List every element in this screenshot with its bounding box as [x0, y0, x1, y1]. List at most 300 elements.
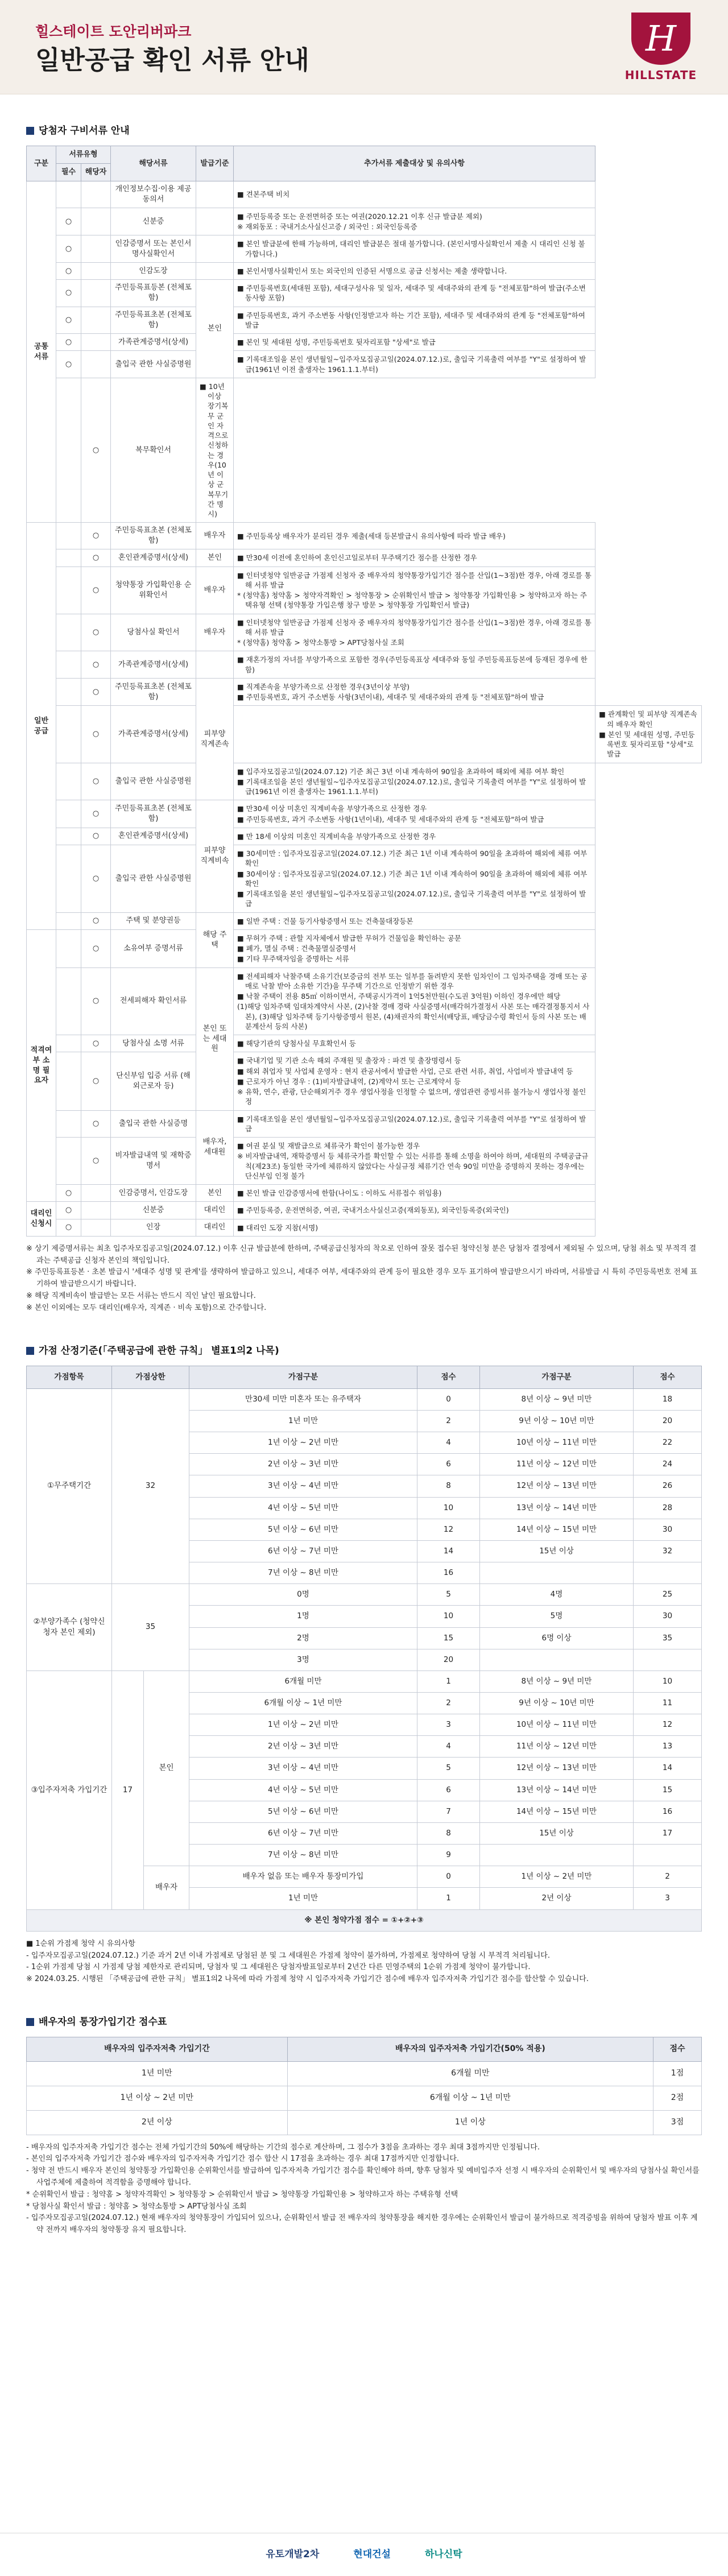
- section-title-text: 가점 산정기준(「주택공급에 관한 규칙」 별표1의2 나목): [39, 1345, 279, 1357]
- doc-desc: [234, 235, 595, 263]
- doc-name: 주민등록표초본 (전체포함): [111, 800, 196, 828]
- score-cell: 8: [417, 1822, 480, 1844]
- score-cell: 4명: [480, 1584, 634, 1606]
- desc-line: ■ 본인 발급분에 한해 가능하며, 대리인 발급분은 절대 불가합니다. (본인서명사실확인서 제출 시 대리인 신청 불가합니다.): [237, 239, 585, 258]
- score-cell: 6명 이상: [480, 1627, 634, 1649]
- th-crit: 가점구분: [189, 1366, 417, 1388]
- issuer: 피부양 직계비속: [196, 800, 234, 912]
- score-cell: 3: [417, 1714, 480, 1736]
- score-cell: 3: [634, 1888, 702, 1909]
- must-mark: ○: [56, 351, 81, 378]
- desc-line: ■ 주민등록번호, 과거 주소변동 사항(인정받고자 하는 기간 포함), 세대주 및 세대주와의 관계 등 "전체포함"하여 발급: [237, 311, 585, 329]
- spouse-cell: 2년 이상: [27, 2110, 288, 2135]
- note-line: ※ 주민등록표등본 · 초본 발급시 '세대주 성명 및 관계'를 생략하여 발급하고 있으니, 세대주 여부, 세대주와의 관계 등이 필요한 경우 모두 표기하여 발급받으시기 바라며, 서류발급 시 특히 주민등록번호 전체 표기하여 발급받으시기 바랍니다.: [26, 1268, 698, 1289]
- desc-line: ■ 본인 및 세대원 성명, 주민등록번호 뒷자리포함 "상세"로 발급: [237, 338, 436, 347]
- doc-name: 인감도장: [111, 262, 196, 279]
- score-row: [27, 1584, 702, 1606]
- th-crit-2: 가점구분: [480, 1366, 634, 1388]
- page-title: 일반공급 확인 서류 안내: [35, 45, 309, 75]
- score-cell: 1: [417, 1888, 480, 1909]
- doc-row: [27, 235, 702, 263]
- doc-desc: [234, 1219, 595, 1236]
- desc-line: ■ 만30세 이상 미혼인 직계비속을 부양가족으로 산정한 경우: [237, 804, 427, 813]
- desc-line: ■ 재혼가정의 자녀를 부양가족으로 포함한 경우(주민등록표상 세대주와 동일 주민등록표등본에 등재된 경우에 한함): [237, 655, 588, 674]
- applicable-mark: [81, 1219, 111, 1236]
- sum-row: [27, 1909, 702, 1931]
- desc-line: * (청약홈) 청약홈 > 청약소통방 > APT당첨사실 조회: [237, 638, 404, 647]
- doc-desc: [234, 967, 595, 1035]
- spouse-notes: [26, 2142, 702, 2236]
- doc-desc: [234, 1202, 595, 1219]
- desc-line: ■ 해당기관의 당첨사실 무효확인서 등: [237, 1039, 356, 1048]
- doc-name: 가족관계증명서(상세): [111, 334, 196, 351]
- must-mark: [56, 1138, 81, 1185]
- score-cell: 25: [634, 1584, 702, 1606]
- applicable-mark: ○: [81, 614, 111, 651]
- score-cell: 14: [417, 1540, 480, 1562]
- spouse-cell: 2점: [653, 2086, 701, 2110]
- doc-desc: [234, 262, 595, 279]
- doc-row: [27, 1052, 702, 1110]
- must-mark: [56, 614, 81, 651]
- doc-desc: [234, 181, 595, 208]
- score-cell: 1년 이상 ~ 2년 미만: [480, 1866, 634, 1888]
- applicable-mark: ○: [81, 706, 111, 763]
- score-cell: 9: [417, 1845, 480, 1866]
- note-line: - 배우자의 입주자저축 가입기간 점수는 전체 가입기간의 50%에 해당하는 기간의 점수로 계산하며, 그 점수가 3점을 초과하는 경우 최대 3점까지만 인정됩니다.: [26, 2143, 540, 2152]
- doc-name: 당첨사실 소명 서류: [111, 1035, 196, 1052]
- doc-name: 출입국 관한 사실증명원: [111, 763, 196, 800]
- doc-row: [27, 567, 702, 614]
- th-a: 배우자의 입주자저축 가입기간: [27, 2037, 288, 2062]
- spouse-row: [27, 2086, 702, 2110]
- doc-desc: [234, 523, 595, 549]
- desc-line: ■ 기록대조일을 본인 생년월일~입주자모집공고일(2024.07.12.)로, 출입국 기록출력 여부를 "Y"로 설정하여 발급(1961년 이전 출생자는 1961.1.1.부터): [237, 777, 586, 796]
- must-mark: [56, 678, 81, 706]
- note-line: ※ 2024.03.25. 시행된 「주택공급에 관한 규칙」 별표1의2 나목에 따라 가점제 청약 시 입주자저축 가입기간 점수에 배우자 입주자저축 가입기간 점수를 합산할 수 있습니다.: [26, 1975, 589, 1984]
- score-cell: [480, 1845, 634, 1866]
- score-cell: 14년 이상 ~ 15년 미만: [480, 1519, 634, 1540]
- doc-desc: [234, 845, 595, 913]
- item-max: 32: [112, 1388, 189, 1583]
- doc-desc: [234, 307, 595, 334]
- applicable-mark: ○: [81, 549, 111, 567]
- doc-desc: [234, 929, 595, 967]
- desc-line: ■ 30세이상 : 입주자모집공고일(2024.07.12.) 기준 최근 1년 이내 계속하여 90일을 초과하여 해외에 체류 여부확인: [237, 869, 588, 888]
- footer-company-a: 유토개발2차: [266, 2549, 320, 2561]
- doc-name: 청약통장 가입확인용 순위확인서: [111, 567, 196, 614]
- doc-row: [27, 1138, 702, 1185]
- issuer: 해당 주택: [196, 912, 234, 967]
- score-cell: 20: [634, 1410, 702, 1432]
- doc-name: 주민등록표초본 (전체포함): [111, 678, 196, 706]
- doc-desc: [234, 567, 595, 614]
- doc-row: [27, 763, 702, 800]
- applicable-mark: ○: [81, 1035, 111, 1052]
- score-cell: 4년 이상 ~ 5년 미만: [189, 1497, 417, 1519]
- issuer: [234, 706, 595, 763]
- score-cell: 6개월 미만: [189, 1671, 417, 1692]
- must-mark: ○: [56, 334, 81, 351]
- note-line: - 입주자모집공고일(2024.07.12.) 현재 배우자의 청약통장이 가입되어 있으나, 순위확인서 발급 전 배우자의 청약통장을 해지한 경우에는 순위확인서 발급이 불가하므로 적격증빙을 위하여 당첨자 발표 이후 계약 전까지 배우자의 청약통장 유지 필요합니다.: [26, 2214, 698, 2235]
- score-notes: [26, 1938, 702, 1986]
- score-cell: 17: [634, 1822, 702, 1844]
- score-cell: 32: [634, 1540, 702, 1562]
- score-cell: 2: [417, 1693, 480, 1714]
- issuer: 대리인: [196, 1219, 234, 1236]
- must-mark: [56, 706, 81, 763]
- doc-name: 신분증: [111, 208, 196, 235]
- item-max: 17: [112, 1671, 144, 1909]
- must-mark: [56, 1035, 81, 1052]
- score-cell: 5명: [480, 1606, 634, 1627]
- doc-row: [27, 262, 702, 279]
- must-mark: [56, 523, 81, 549]
- score-cell: 4: [417, 1432, 480, 1454]
- desc-line: ■ 본인 발급 인감증명서에 한함(나이도 : 이하도 서류접수 위임용): [237, 1189, 442, 1197]
- spouse-cell: 1년 미만: [27, 2061, 288, 2086]
- doc-row: [27, 334, 702, 351]
- score-cell: 1년 이상 ~ 2년 미만: [189, 1714, 417, 1736]
- doc-desc: [234, 614, 595, 651]
- applicable-mark: ○: [81, 828, 111, 845]
- applicable-mark: ○: [81, 651, 111, 679]
- desc-line: ※ 비자발급내역, 재학증명서 등 체류국가를 확인할 수 있는 서류를 통해 소명을 하여야 하며, 세대원의 주택공급규칙(제23조) 동일한 국가에 체류하지 않았다는 사실규정 체류기간 연속 90일 미만을 증명하지 못하는 경우에는 단신부임 인정 불가: [237, 1152, 589, 1180]
- doc-desc: [234, 1110, 595, 1138]
- score-cell: 16: [417, 1562, 480, 1584]
- score-cell: 2명: [189, 1627, 417, 1649]
- score-cell: 28: [634, 1497, 702, 1519]
- desc-line: ■ 주민등록번호(세대원 포함), 세대구성사유 및 일자, 세대주 및 세대주와의 관계 등 "전체포함"하여 발급(주소변동사항 포함): [237, 284, 586, 303]
- spouse-cell: 6개월 미만: [287, 2061, 653, 2086]
- score-cell: 10: [417, 1606, 480, 1627]
- th-applicable: 해당자: [81, 164, 111, 181]
- th-extra: 추가서류 제출대상 및 유의사항: [234, 146, 595, 181]
- desc-line: ■ 전세피해자 낙찰주택 소유기간(보증금의 전부 또는 일부를 돌려받지 못한 임차인이 그 임차주택을 경매 또는 공매로 낙찰 받아 소유한 기간)을 무주택 기간으로 인정받기 위한 경우: [237, 971, 588, 990]
- doc-desc: [234, 351, 595, 378]
- note-line: - 입주자모집공고일(2024.07.12.) 기준 과거 2년 이내 가점제로 당첨된 분 및 그 세대원은 가점제 청약이 불가하며, 가점제로 청약하여 당첨 시 부적격 처리됩니다.: [26, 1951, 550, 1960]
- doc-row: [27, 828, 702, 845]
- section-title: [26, 2015, 702, 2029]
- desc-line: (1)해당 임차주택 임대차계약서 사본, (2)낙찰 경매 경락 사실증명서(매각허가결정서 사본 또는 매각결정통지서 사본), (3)해당 임차주택 등기사항증명서 원본, (4)채권자의 확인서(배당표, 배당금수령 확인서 등의 사본 또는 배분계산서 등의 사본): [237, 1002, 590, 1031]
- group-label: 대리인 신청시: [27, 1202, 56, 1237]
- spouse-cell: 1점: [653, 2061, 701, 2086]
- th-score: 점수: [417, 1366, 480, 1388]
- score-cell: 만30세 미만 미혼자 또는 유주택자: [189, 1388, 417, 1410]
- must-mark: [56, 828, 81, 845]
- desc-line: ■ 만30세 이전에 혼인하여 혼인신고일로부터 무주택기간 점수를 산정한 경우: [237, 553, 477, 563]
- doc-desc: [234, 549, 595, 567]
- square-bullet-icon: [26, 127, 34, 135]
- doc-name: 주택 및 분양권등: [111, 912, 196, 929]
- applicable-mark: ○: [81, 523, 111, 549]
- score-cell: 7: [417, 1801, 480, 1822]
- doc-desc: [234, 912, 595, 929]
- score-cell: 배우자 없음 또는 배우자 통장미가입: [189, 1866, 417, 1888]
- th-doc: 해당서류: [111, 146, 196, 181]
- must-mark: ○: [56, 1219, 81, 1236]
- doc-desc: [234, 208, 595, 235]
- score-cell: 15: [634, 1779, 702, 1801]
- desc-line: ■ 일반 주택 : 건물 등기사항증명서 또는 건축물대장등본: [237, 916, 413, 925]
- must-mark: ○: [56, 1202, 81, 1219]
- desc-line: ■ 인터넷청약 일반공급 가점제 신청자 중 배우자의 청약통장가입기간 점수를 산입(1~3점)한 경우, 아래 경로를 통해 서류 발급: [237, 570, 592, 589]
- applicable-mark: ○: [81, 378, 111, 523]
- score-cell: 15년 이상: [480, 1822, 634, 1844]
- score-cell: 4: [417, 1736, 480, 1758]
- score-cell: 3년 이상 ~ 4년 미만: [189, 1475, 417, 1497]
- score-cell: 24: [634, 1454, 702, 1475]
- score-cell: 2: [634, 1866, 702, 1888]
- score-cell: 12: [417, 1519, 480, 1540]
- doc-desc: [234, 334, 595, 351]
- note-line: - 본인의 입주자저축 가입기간 점수와 배우자의 입주자저축 가입기간 점수 합산 시 17점을 초과하는 경우 최대 17점까지만 인정합니다.: [26, 2155, 460, 2164]
- doc-row: [27, 706, 702, 763]
- score-cell: 10: [634, 1671, 702, 1692]
- applicable-mark: [81, 262, 111, 279]
- item-name: ②부양가족수 (청약신청자 본인 제외): [27, 1584, 112, 1671]
- item-sub: 배우자: [144, 1866, 189, 1909]
- applicable-mark: [81, 1202, 111, 1219]
- item-name: ①무주택기간: [27, 1388, 112, 1583]
- score-cell: 1: [417, 1671, 480, 1692]
- doc-name: 당첨사실 확인서: [111, 614, 196, 651]
- doc-name: 복무확인서: [111, 378, 196, 523]
- doc-row: [27, 678, 702, 706]
- doc-name: 주민등록표초본 (전체포함): [111, 307, 196, 334]
- doc-name: 가족관계증명서(상세): [111, 651, 196, 679]
- spouse-row: [27, 2110, 702, 2135]
- applicable-mark: [81, 334, 111, 351]
- sum-cell: ※ 본인 청약가점 점수 = ①+②+③: [27, 1909, 702, 1931]
- doc-desc: [595, 706, 702, 763]
- doc-row: [27, 967, 702, 1035]
- applicable-mark: ○: [81, 929, 111, 967]
- score-cell: 30: [634, 1606, 702, 1627]
- doc-row: [27, 378, 702, 523]
- score-cell: 3명: [189, 1649, 417, 1671]
- must-mark: [56, 549, 81, 567]
- score-cell: [634, 1845, 702, 1866]
- score-cell: 2년 이상 ~ 3년 미만: [189, 1454, 417, 1475]
- doc-row: [27, 280, 702, 307]
- issuer: [196, 235, 234, 263]
- applicable-mark: [81, 280, 111, 307]
- score-cell: 1년 미만: [189, 1410, 417, 1432]
- score-cell: 35: [634, 1627, 702, 1649]
- desc-line: ■ 폐가, 멸실 주택 : 건축물멸실증명서: [237, 944, 356, 953]
- must-mark: [56, 800, 81, 828]
- th-must: 필수: [56, 164, 81, 181]
- spouse-row: [27, 2061, 702, 2086]
- th-item: 가점항목: [27, 1366, 112, 1388]
- desc-line: ■ 주민등록번호, 과거 주소변동 사항(1년이내), 세대주 및 세대주와의 관계 등 "전체포함"하여 발급: [237, 814, 544, 824]
- doc-name: 인장: [111, 1219, 196, 1236]
- section-title: [26, 124, 702, 138]
- note-line: ※ 해당 직계비속이 발급받는 모든 서류는 반드시 직인 날인 필요합니다.: [26, 1291, 256, 1300]
- doc-name: 인감증명서 또는 본인서명사실확인서: [111, 235, 196, 263]
- applicable-mark: ○: [81, 845, 111, 913]
- must-mark: ○: [56, 235, 81, 263]
- section-score: [0, 1344, 728, 1986]
- score-cell: 6년 이상 ~ 7년 미만: [189, 1822, 417, 1844]
- score-cell: 3년 이상 ~ 4년 미만: [189, 1758, 417, 1779]
- applicable-mark: [81, 208, 111, 235]
- score-cell: 10년 이상 ~ 11년 미만: [480, 1714, 634, 1736]
- doc-row: [27, 845, 702, 913]
- doc-name: 전세피해자 확인서류: [111, 967, 196, 1035]
- desc-line: ※ 재외동포 : 국내거소사실신고증 / 외국인 : 외국인등록증: [237, 222, 417, 231]
- section-title-text: 당첨자 구비서류 안내: [39, 125, 130, 137]
- desc-line: ■ 30세미만 : 입주자모집공고일(2024.07.12.) 기준 최근 1년 이내 계속하여 90일을 초과하여 해외에 체류 여부 확인: [237, 849, 588, 868]
- documents-notes: [26, 1243, 702, 1314]
- score-cell: 4년 이상 ~ 5년 미만: [189, 1779, 417, 1801]
- issuer: 본인: [196, 280, 234, 378]
- score-cell: 11년 이상 ~ 12년 미만: [480, 1736, 634, 1758]
- doc-desc: [234, 828, 595, 845]
- doc-row: [27, 549, 702, 567]
- must-mark: ○: [56, 280, 81, 307]
- applicable-mark: ○: [81, 567, 111, 614]
- desc-line: ■ 기록대조일을 본인 생년월일~입주자모집공고일(2024.07.12.)로, 출입국 기록출력 여부를 "Y"로 설정하여 발급: [237, 1114, 586, 1133]
- doc-row: [27, 523, 702, 549]
- desc-line: ■ 입주자모집공고일(2024.07.12) 기준 최근 3년 이내 계속하여 90일을 초과하여 해외에 체류 여부 확인: [237, 767, 565, 776]
- section-title: [26, 1344, 702, 1358]
- doc-name: 비자발급내역 및 재학증명서: [111, 1138, 196, 1185]
- must-mark: [56, 181, 81, 208]
- doc-name: 단신부임 입증 서류 (해외근로자 등): [111, 1052, 196, 1110]
- applicable-mark: [81, 351, 111, 378]
- doc-desc: [234, 800, 595, 828]
- must-mark: ○: [56, 208, 81, 235]
- score-cell: 0명: [189, 1584, 417, 1606]
- note-line: ※ 상기 제증명서류는 최초 입주자모집공고일(2024.07.12.) 이후 신규 발급분에 한하며, 주택공급신청자의 착오로 인하여 잘못 접수된 청약신청 분은 당첨자 결정에서 제외될 수 있으며, 당첨 취소 및 부적격 결과는 주택공급 신청자 본인의 책임입니다.: [26, 1244, 697, 1265]
- must-mark: [56, 651, 81, 679]
- issuer: [196, 262, 234, 279]
- score-cell: 14년 이상 ~ 15년 미만: [480, 1801, 634, 1822]
- applicable-mark: ○: [81, 1138, 111, 1185]
- spouse-table: [26, 2037, 702, 2135]
- issuer: [196, 181, 234, 208]
- documents-table: [26, 146, 702, 1237]
- th-b: 배우자의 입주자저축 가입기간(50% 적용): [287, 2037, 653, 2062]
- score-cell: 30: [634, 1519, 702, 1540]
- applicable-mark: ○: [81, 967, 111, 1035]
- score-cell: 11: [634, 1693, 702, 1714]
- doc-row: [27, 929, 702, 967]
- doc-name: 혼인관계증명서(상세): [111, 549, 196, 567]
- doc-row: [27, 800, 702, 828]
- footer-company-c: 하나신탁: [424, 2549, 462, 2561]
- desc-line: ■ 기타 무주택자임을 증명하는 서류: [237, 954, 349, 964]
- issuer: [196, 651, 234, 679]
- section-documents: [0, 124, 728, 1314]
- note-line: * 순위확인서 발급 : 청약홈 > 청약자격확인 > 청약통장 > 순위확인서 발급 > 청약통장 가입확인용 > 청약하고자 하는 주택유형 선택: [26, 2190, 458, 2199]
- score-cell: 13: [634, 1736, 702, 1758]
- doc-desc: [196, 378, 234, 523]
- issuer: 본인: [196, 1185, 234, 1202]
- square-bullet-icon: [26, 2018, 34, 2026]
- doc-desc: [234, 651, 595, 679]
- issuer: 본인: [196, 549, 234, 567]
- issuer: 배우자, 세대원: [196, 1110, 234, 1185]
- score-cell: 14: [634, 1758, 702, 1779]
- desc-line: ■ 직계존속을 부양가족으로 산정한 경우(3년이상 부양): [237, 682, 410, 691]
- item-sub: 본인: [144, 1671, 189, 1866]
- note-line: - 청약 전 반드시 배우자 본인의 청약통장 가입확인용 순위확인서를 발급하여 입주자저축 가입기간 점수를 확인해야 하며, 향후 당첨자 및 예비입주자 선정 시 배우자의 순위확인서 및 배우자의 당첨사실 확인서를 사업주체에 제출하여 적격함을 증명해야 합니다.: [26, 2166, 700, 2187]
- score-cell: 6개월 이상 ~ 1년 미만: [189, 1693, 417, 1714]
- applicable-mark: ○: [81, 912, 111, 929]
- doc-row: [27, 651, 702, 679]
- th-score-2: 점수: [634, 1366, 702, 1388]
- doc-desc: [234, 1035, 595, 1052]
- doc-desc: [234, 280, 595, 307]
- doc-row: [27, 351, 702, 378]
- doc-row: [27, 1202, 702, 1219]
- must-mark: ○: [56, 307, 81, 334]
- doc-desc: [234, 1185, 595, 1202]
- issuer: 배우자: [196, 523, 234, 549]
- doc-name: 가족관계증명서(상세): [111, 706, 196, 763]
- issuer: 배우자: [196, 567, 234, 614]
- must-mark: [56, 567, 81, 614]
- desc-line: ■ 낙찰 주택이 전용 85㎡ 이하이면서, 주택공시가격이 1억5천만원(수도권 3억원) 이하인 경우에만 해당: [237, 992, 561, 1000]
- desc-line: * (청약홈) 청약홈 > 청약자격확인 > 청약통장 > 순위확인서 발급 > 청약통장 가입확인용 > 청약하고자 하는 주택유형 선택 (청약통장 가입은행 창구 방문 > 청약통장 가입확인서 발급): [237, 591, 587, 610]
- score-cell: 1명: [189, 1606, 417, 1627]
- doc-name: 혼인관계증명서(상세): [111, 828, 196, 845]
- desc-line: ■ 견본주택 비치: [237, 190, 290, 199]
- applicable-mark: [81, 307, 111, 334]
- desc-line: ■ 본인서명사실확인서 또는 외국인의 인증된 서명으로 공급 신청서는 제출 생략합니다.: [237, 266, 507, 275]
- score-cell: 8년 이상 ~ 9년 미만: [480, 1671, 634, 1692]
- score-cell: [634, 1562, 702, 1584]
- issuer: 배우자: [196, 614, 234, 651]
- score-cell: 7년 이상 ~ 8년 미만: [189, 1845, 417, 1866]
- desc-line: ■ 대리인 도장 지참(서명): [237, 1223, 318, 1232]
- desc-line: ■ 주민등록증 또는 운전면허증 또는 여권(2020.12.21 이후 신규 발급분 제외): [237, 212, 482, 221]
- desc-line: ■ 기록대조일을 본인 생년월일~입주자모집공고일(2024.07.12.)로, 출입국 기록출력 여부를 "Y"로 설정하여 발급(1961년 이전 출생자는 1961.1.1.부터): [237, 355, 586, 374]
- must-mark: [56, 912, 81, 929]
- doc-desc: [234, 763, 595, 800]
- score-cell: 18: [634, 1388, 702, 1410]
- desc-line: ■ 만 18세 이상의 미혼인 직계비속을 부양가족으로 산정한 경우: [237, 832, 436, 841]
- must-mark: [56, 378, 81, 523]
- doc-desc: [234, 1052, 595, 1110]
- desc-line: ■ 관계확인 및 피부양 직계존속의 배우자 확인: [599, 710, 697, 729]
- note-line: * 당첨사실 확인서 발급 : 청약홈 > 청약소통방 > APT당첨사실 조회: [26, 2202, 247, 2211]
- group-label: 적격여부 소명 필요자: [27, 929, 56, 1202]
- score-cell: 11년 이상 ~ 12년 미만: [480, 1454, 634, 1475]
- logo-text: HILLSTATE: [624, 68, 697, 82]
- score-cell: [634, 1649, 702, 1671]
- section-spouse: [0, 2015, 728, 2236]
- doc-row: [27, 912, 702, 929]
- applicable-mark: [81, 235, 111, 263]
- score-cell: 22: [634, 1432, 702, 1454]
- doc-name: 주민등록표초본 (전체포함): [111, 523, 196, 549]
- score-cell: 9년 이상 ~ 10년 미만: [480, 1693, 634, 1714]
- score-cell: 10: [417, 1497, 480, 1519]
- score-cell: 2년 이상: [480, 1888, 634, 1909]
- footer-company-b: 현대건설: [353, 2549, 391, 2561]
- doc-row: [27, 1185, 702, 1202]
- score-cell: 0: [417, 1866, 480, 1888]
- doc-name: 출입국 관한 사실증명원: [111, 351, 196, 378]
- score-row: [27, 1388, 702, 1410]
- th-type: 서류유형: [56, 146, 111, 164]
- must-mark: [56, 967, 81, 1035]
- desc-line: ※ 유학, 연수, 관광, 단순해외거주 경우 생업사정을 인정할 수 없으며, 생업관련 증빙서류 불가능시 생업사정 불인정: [237, 1088, 586, 1106]
